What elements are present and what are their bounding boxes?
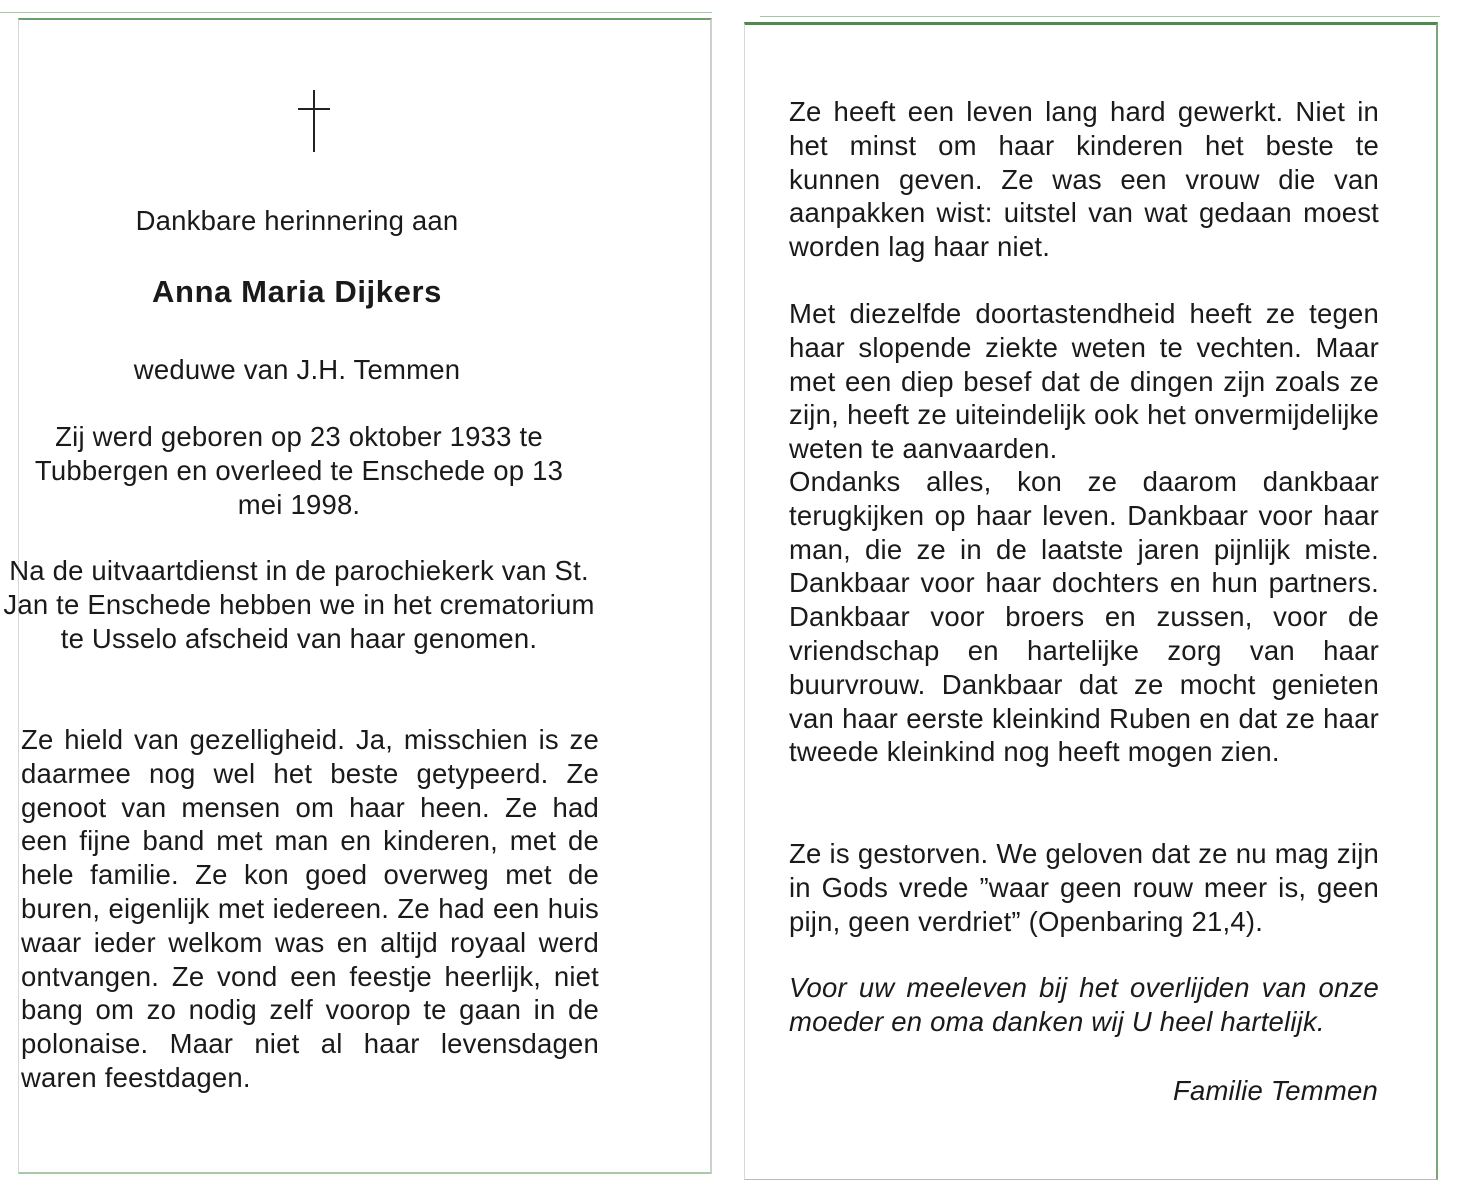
work-paragraph: Ze heeft een leven lang hard gewerkt. Niet in het minst om haar kinderen het beste te kunnen geven. Ze was een vrouw die van aanpakken wist: uitstel van wat gedaan moest worden lag haar niet. [789, 96, 1379, 263]
spouse-line: weduwe van J.H. Temmen [133, 354, 461, 385]
character-paragraph: Ze hield van gezelligheid. Ja, misschien is ze daarmee nog wel het beste getypeerd. Ze genoot van mensen om haar heen. Ze had een fijne band met man en kinderen, met de hele familie. Ze kon goed overweg met de buren, eigenlijk met iedereen. Ze had een huis waar ieder welkom was en altijd royaal werd ontvangen. Ze vond een feestje heerlijk, niet bang om zo nodig zelf voorop te gaan in de polonaise. Maar niet al haar levensdagen waren feestdagen. [21, 724, 599, 1093]
dedication-intro: Dankbare herinnering aan [135, 205, 459, 236]
thanks-paragraph: Voor uw meeleven bij het overlijden van onze moeder en oma danken wij U heel hartelijk. [789, 972, 1379, 1037]
illness-paragraph: Met diezelfde doortastendheid heeft ze tegen haar slopende ziekte weten te vechten. Maar met een diep besef dat de dingen zijn zoals ze zijn, heeft ze uiteindelijk ook het onvermijdelijke weten te aanvaarden. [789, 298, 1379, 465]
gratitude-paragraph: Ondanks alles, kon ze daarom dankbaar terugkijken op haar leven. Dankbaar voor haar man, die ze in de laatste jaren pijnlijk miste. Dankbaar voor haar dochters en hun partners. Dankbaar voor broers en zussen, voor de vriendschap en hartelijke zorg van haar buurvrouw. Dankbaar dat ze mocht genieten van haar eerste kleinkind Ruben en dat ze haar tweede kleinkind nog heeft mogen zien. [789, 466, 1379, 768]
birth-death-paragraph: Zij werd geboren op 23 oktober 1933 te Tubbergen en overleed te Enschede op 13 mei 1998. [34, 421, 564, 520]
deceased-name: Anna Maria Dijkers [152, 274, 442, 309]
funeral-paragraph: Na de uitvaartdienst in de parochiekerk van St. Jan te Enschede hebben we in het crematorium te Usselo afscheid van haar genomen. [3, 555, 595, 654]
family-signature: Familie Temmen [1172, 1075, 1378, 1106]
faith-paragraph: Ze is gestorven. We geloven dat ze nu mag zijn in Gods vrede ”waar geen rouw meer is, geen pijn, geen verdriet” (Openbaring 21,4). [789, 838, 1379, 937]
right-page [744, 22, 1438, 1180]
scan-edge-right-top [760, 16, 1440, 17]
left-page [3, 18, 712, 1174]
cross-icon [294, 90, 334, 154]
scan-edge-top-left [0, 12, 712, 13]
